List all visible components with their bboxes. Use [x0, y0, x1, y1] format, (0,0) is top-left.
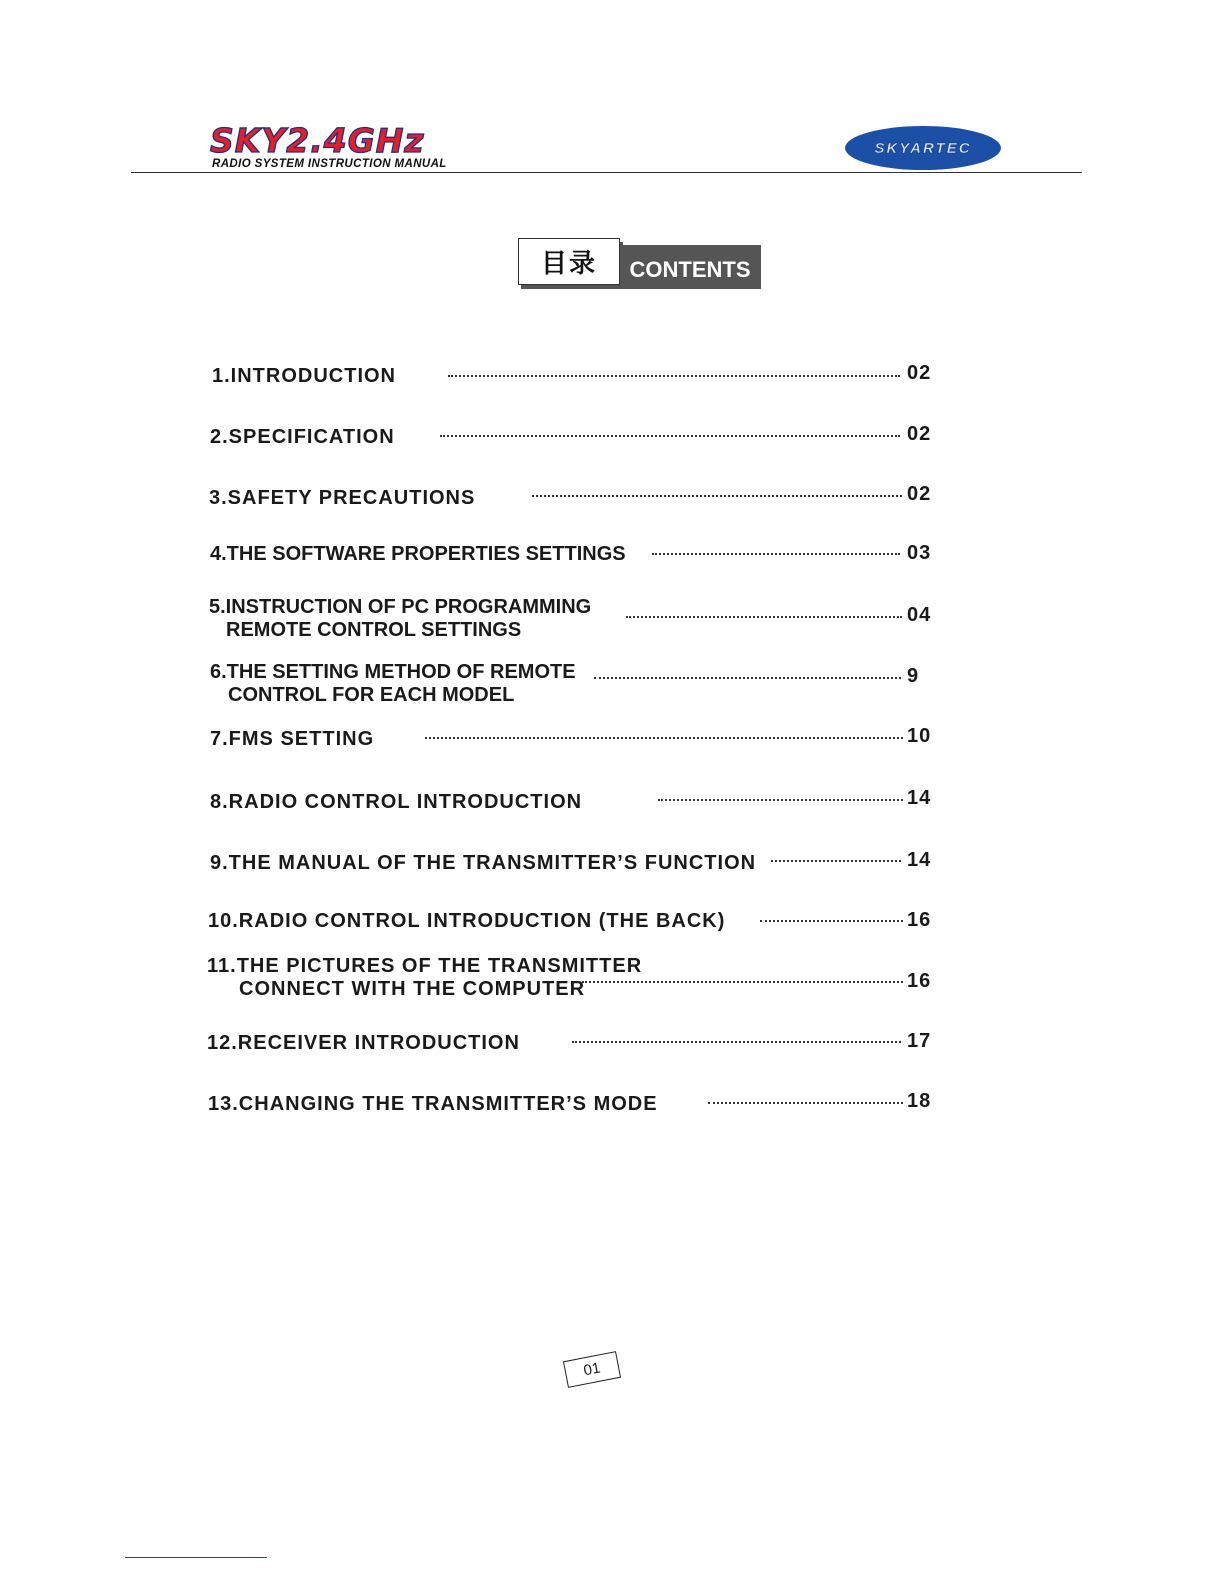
- toc-page-number: 03: [907, 542, 932, 564]
- toc-entry-title: 10.RADIO CONTROL INTRODUCTION (THE BACK): [208, 910, 726, 932]
- toc-page-number: 16: [907, 909, 932, 931]
- toc-leader: [448, 375, 900, 377]
- toc-entry-title: 9.THE MANUAL OF THE TRANSMITTER’S FUNCTION: [210, 852, 757, 874]
- brand-title: SKY2.4GHz: [210, 121, 425, 160]
- toc-entry-title: 4.THE SOFTWARE PROPERTIES SETTINGS: [210, 543, 626, 565]
- header-divider: [131, 172, 1082, 173]
- toc-page-number: 9: [907, 665, 920, 687]
- toc-entry-title: 12.RECEIVER INTRODUCTION: [207, 1032, 520, 1054]
- toc-entry-title: 13.CHANGING THE TRANSMITTER’S MODE: [208, 1093, 658, 1115]
- logo-text: SKYARTEC: [874, 139, 972, 157]
- toc-page-number: 17: [907, 1030, 932, 1052]
- toc-entry-title: 6.THE SETTING METHOD OF REMOTE: [210, 661, 576, 683]
- toc-leader: [582, 981, 903, 983]
- toc-leader: [440, 435, 900, 437]
- toc-leader: [760, 920, 903, 922]
- toc-leader: [572, 1041, 901, 1043]
- toc-entry-subtitle: CONNECT WITH THE COMPUTER: [239, 978, 586, 1000]
- skyartec-logo: [845, 126, 1001, 170]
- contents-heading-zh: 目录: [540, 249, 597, 279]
- contents-heading-en: CONTENTS: [629, 257, 751, 282]
- toc-leader: [652, 553, 900, 555]
- toc-leader: [658, 799, 903, 801]
- toc-leader: [626, 616, 902, 618]
- toc-page-number: 02: [907, 483, 932, 505]
- toc-entry-title: 5.INSTRUCTION OF PC PROGRAMMING: [209, 596, 592, 618]
- brand-subtitle: RADIO SYSTEM INSTRUCTION MANUAL: [212, 158, 447, 170]
- toc-leader: [708, 1102, 903, 1104]
- toc-leader: [532, 495, 902, 497]
- toc-entry-subtitle: CONTROL FOR EACH MODEL: [228, 684, 515, 706]
- brand-logo: [210, 123, 475, 175]
- toc-page-number: 02: [907, 362, 932, 384]
- toc-entry-title: 7.FMS SETTING: [210, 728, 375, 750]
- page-number-label: 01: [563, 1351, 621, 1388]
- toc-page-number: 14: [907, 849, 932, 871]
- toc-page-number: 04: [907, 604, 932, 626]
- contents-heading-zh-box: [518, 238, 620, 285]
- toc-entry-title: 3.SAFETY PRECAUTIONS: [209, 487, 476, 509]
- toc-leader: [425, 737, 903, 739]
- toc-entry-title: 11.THE PICTURES OF THE TRANSMITTER: [207, 955, 643, 977]
- toc-page-number: 14: [907, 787, 932, 809]
- toc-page-number: 10: [907, 725, 932, 747]
- toc-page-number: 02: [907, 423, 932, 445]
- toc-entry-title: 2.SPECIFICATION: [210, 426, 395, 448]
- toc-leader: [594, 677, 901, 679]
- contents-heading-en-box: [619, 245, 761, 289]
- toc-entry-subtitle: REMOTE CONTROL SETTINGS: [226, 619, 522, 641]
- toc-page-number: 16: [907, 970, 932, 992]
- toc-entry-title: 1.INTRODUCTION: [212, 365, 396, 387]
- footer-divider: [125, 1557, 267, 1558]
- toc-leader: [771, 860, 901, 862]
- toc-page-number: 18: [907, 1090, 932, 1112]
- toc-entry-title: 8.RADIO CONTROL INTRODUCTION: [210, 791, 583, 813]
